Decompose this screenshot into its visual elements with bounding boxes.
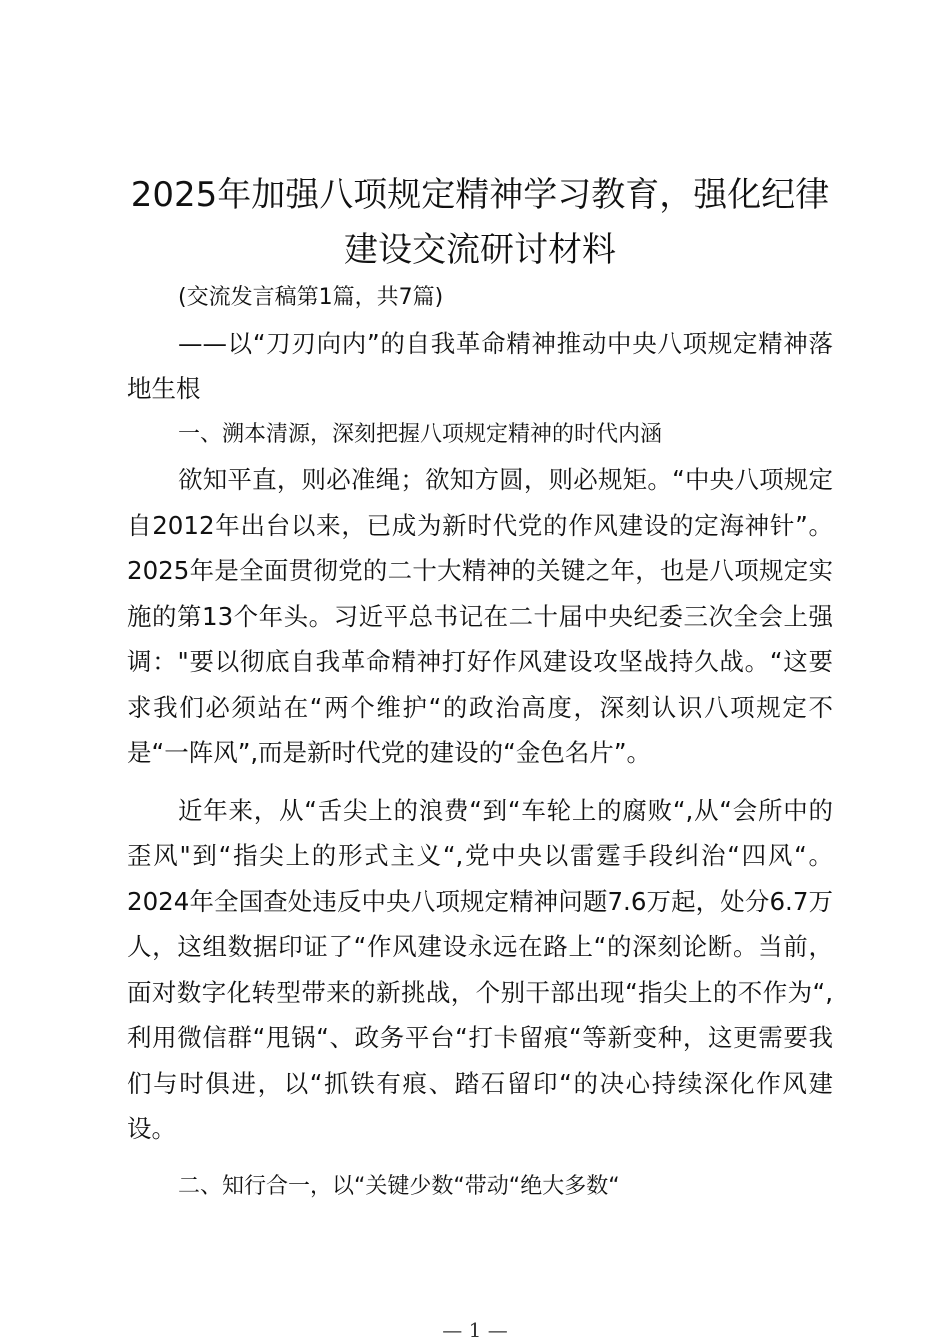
paragraph-2: 近年来，从“舌尖上的浪费“到“车轮上的腐败“,从“会所中的歪风"到“指尖上的形式主义“,党中央以雷霆手段纠治“四风“。2024年全国查处违反中央八项规定精神问题7.6万起，处分6.7万人，这组数据印证了“作风建设永远在路上“的深刻论断。当前，面对数字化转型带来的新挑战，个别干部出现“指尖上的不作为“,利用微信群“甩锅“、政务平台“打卡留痕“等新变种，这更需要我们与时俱进，以“抓铁有痕、踏石留印“的决心持续深化作风建设。 (127, 795, 833, 1143)
section-heading-2: 二、知行合一，以“关键少数“带动“绝大多数“ (178, 1173, 620, 1199)
theme-line: ——以“刀刃向内”的自我革命精神推动中央八项规定精神落地生根 (127, 328, 833, 403)
document-subtitle: (交流发言稿第1篇，共7篇) (178, 285, 444, 310)
document-title: 2025年加强八项规定精神学习教育，强化纪律建设交流研讨材料 (130, 175, 830, 270)
section-heading-1: 一、溯本清源，深刻把握八项规定精神的时代内涵 (178, 421, 663, 447)
page-number: — 1 — (442, 1318, 508, 1342)
document-body (127, 275, 833, 1209)
paragraph-1: 欲知平直，则必准绳；欲知方圆，则必规矩。“中央八项规定自2012年出台以来，已成为新时代党的作风建设的定海神针”。2025年是全面贯彻党的二十大精神的关键之年，也是八项规定实施的第13个年头。习近平总书记在二十届中央纪委三次全会上强调："要以彻底自我革命精神打好作风建设攻坚战持久战。“这要求我们必须站在“两个维护“的政治高度，深刻认识八项规定不是“一阵风”,而是新时代党的建设的“金色名片”。 (127, 465, 833, 767)
